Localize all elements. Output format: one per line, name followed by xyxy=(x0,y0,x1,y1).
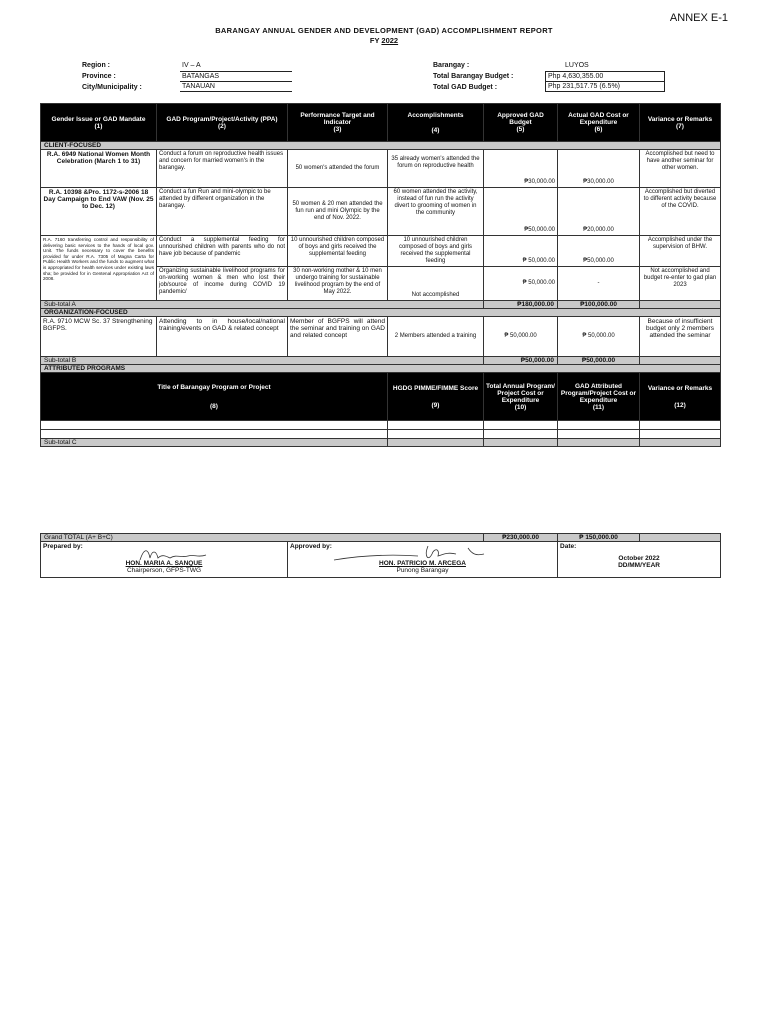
section-client-focused: CLIENT-FOCUSED xyxy=(41,142,721,150)
date-cell: Date: October 2022 DD/MM/YEAR xyxy=(558,542,721,578)
fiscal-year xyxy=(0,36,768,45)
col-header-total-cost: Total Annual Program/ Project Cost or Expenditure (10) xyxy=(484,373,558,421)
prepared-signature xyxy=(136,546,216,564)
table-header-row xyxy=(41,104,721,142)
region-label: Region : xyxy=(82,62,110,69)
section-attributed-programs: ATTRIBUTED PROGRAMS xyxy=(41,365,721,373)
table-row: R.A. 6949 National Women Month Celebration (March 1 to 31) Conduct a forum on reproductive health issues and concern for married women's in the barangay. 50 women's attended the forum 35 already women's attended the forum on reproductive health ₱30,000.00 ₱30,000.00 Accomplished but need to have another seminar for other women. xyxy=(41,150,721,188)
approved-position: Punong Barangay xyxy=(396,567,449,574)
table-row: R.A. 9710 MCW Sc. 37 Strengthening BGFPS. Attending to in house/local/national training/events on GAD & related concept Member of BGFPS will attend the seminar and training on GAD and related concept 2 Members attended a training ₱ 50,000.00 ₱ 50,000.00 Because of insufficient budget only 2 members attended the seminar xyxy=(41,317,721,357)
table-row: R.A. 10398 &Pro. 1172-s-2006 18 Day Campaign to End VAW (Nov. 25 to Dec. 12) Conduct a fun Run and mini-olympic to be attended by different organization in the barangay. 50 women & 20 men attended the fun run and mini Olympic by the end of Nov. 2022. 60 women attended the activity, instead of fun run the activity divert to grooming of women in the community ₱50,000.00 ₱20,000.00 Accomplished but diverted to different activity because of the COVID. xyxy=(41,188,721,236)
date-format: DD/MM/YEAR xyxy=(618,562,660,569)
subtotal-c-row: Sub-total C xyxy=(41,439,721,447)
approved-name: HON. PATRICIO M. ARCEGA xyxy=(379,560,466,567)
col-header-attributed-cost: GAD Attributed Program/Project Cost or Expenditure (11) xyxy=(558,373,640,421)
col-header-hgdg-score: HGDG PIMME/FIMME Score (9) xyxy=(388,373,484,421)
annex-label: ANNEX E-1 xyxy=(669,12,728,24)
table-row xyxy=(41,430,721,439)
signature-row xyxy=(41,542,721,578)
col-header-target: Performance Target and Indicator (3) xyxy=(288,104,388,142)
province-label: Province : xyxy=(82,73,116,80)
col-header-program-title: Title of Barangay Program or Project (8) xyxy=(41,373,388,421)
table-row xyxy=(41,421,721,430)
total-budget-value: Php 4,630,355.00 xyxy=(545,71,665,82)
report-title: BARANGAY ANNUAL GENDER AND DEVELOPMENT (GAD) ACCOMPLISHMENT REPORT xyxy=(215,26,553,35)
subtotal-a-row: Sub-total A ₱180,000.00 ₱100,000.00 xyxy=(41,301,721,309)
table-row: Organizing sustainable livelihood programs for on-working women & men who lost their job/source of income during COVID 19 pandemic/ 30 non-working mother & 10 men undergo training for sustainable livelihood program by the end of May 2022. Not accomplished ₱ 50,000.00 - Not accomplished and budget re-enter to gad plan 2023 xyxy=(41,267,721,301)
col-header-remarks: Variance or Remarks (7) xyxy=(640,104,721,142)
total-budget-label: Total Barangay Budget : xyxy=(433,73,514,80)
city-label: City/Municipality : xyxy=(82,84,142,91)
fy-label: FY xyxy=(369,36,380,45)
date-value: October 2022 xyxy=(618,555,660,562)
gad-budget-value: Php 231,517.75 (6.5%) xyxy=(545,82,665,92)
prepared-name: HON. MARIA A. SANQUE xyxy=(125,560,203,567)
col-header-variance: Variance or Remarks (12) xyxy=(640,373,721,421)
col-header-mandate: Gender Issue or GAD Mandate (1) xyxy=(41,104,157,142)
col-header-approved: Approved GAD Budget (5) xyxy=(484,104,558,142)
barangay-value: LUYOS xyxy=(565,62,589,69)
col-header-accomplishment: Accomplishments (4) xyxy=(388,104,484,142)
attributed-header-row xyxy=(41,373,721,421)
table-row: R.A. 7160 transferring control and responsibility of delivering basic services to the hands of local gov. Unit. The funds necessary to cover the benefits provided for under R.A. 7305 of Magna Carta for Public Health Workers and the funds to augment what is appropriated for health services under existing laws sha; be provided for in Gentenal Appropriation Act of 2008. Conduct a supplemental feeding for unnourished children with parents who do not have job because of pandemic 10 unnourished children composed of boys and girls received the supplemental feeding 10 unnourished children composed of boys and girls received the supplemental feeding ₱ 50,000.00 ₱50,000.00 Accomplished under the supervision of BHW. xyxy=(41,236,721,267)
grand-total-table xyxy=(40,533,721,578)
subtotal-b-row: Sub-total B ₱50,000.00 ₱50,000.00 xyxy=(41,357,721,365)
grand-total-row: Grand TOTAL (A+ B+C) ₱230,000.00 ₱ 150,000.00 xyxy=(41,534,721,542)
section-organization-focused: ORGANIZATION-FOCUSED xyxy=(41,309,721,317)
col-header-ppa: GAD Program/Project/Activity (PPA) (2) xyxy=(157,104,288,142)
approved-signature xyxy=(328,542,488,566)
province-value: BATANGAS xyxy=(180,71,292,82)
fy-year: 2022 xyxy=(381,36,399,45)
accomplishment-table xyxy=(40,103,721,447)
prepared-by-cell: Prepared by: HON. MARIA A. SANQUE Chairperson, GFPS-TWG xyxy=(41,542,288,578)
col-header-actual: Actual GAD Cost or Expenditure (6) xyxy=(558,104,640,142)
barangay-label: Barangay : xyxy=(433,62,470,69)
gad-budget-label: Total GAD Budget : xyxy=(433,84,498,91)
prepared-position: Chairperson, GFPS-TWG xyxy=(126,567,202,574)
region-value: IV – A xyxy=(182,62,201,69)
approved-by-cell: Approved by: HON. PATRICIO M. ARCEGA Punong Barangay xyxy=(288,542,558,578)
city-value: TANAUAN xyxy=(180,82,292,92)
